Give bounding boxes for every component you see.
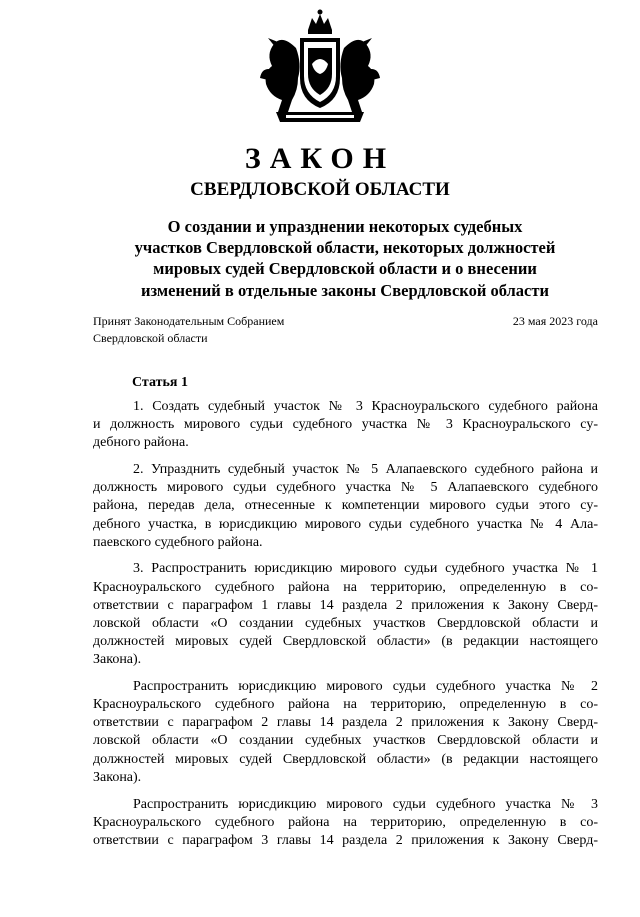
- document-type-title: ЗАКОН: [244, 142, 396, 175]
- article-heading: Статья 1: [132, 375, 188, 390]
- law-title-line: мировых судей Свердловской области и о внесении: [153, 259, 537, 279]
- text-line: дебного участка, в юрисдикцию мирового судьи судебного участка № 4 Ала-: [93, 516, 598, 532]
- text-line: Закона).: [93, 652, 142, 668]
- document-region-title: СВЕРДЛОВСКОЙ ОБЛАСТИ: [190, 179, 450, 200]
- text-line: должностей мировых судей Свердловской области» (в редакции настоящего: [93, 634, 598, 650]
- text-line: 1. Создать судебный участок № 3 Красноуральского судебного района: [133, 399, 598, 414]
- text-line: и должность мирового судьи судебного участка № 3 Красноуральского су-: [93, 417, 598, 433]
- adoption-body: [93, 313, 284, 347]
- paragraph: [93, 678, 598, 787]
- adoption-body-line: Свердловской области: [93, 331, 208, 345]
- text-line: ловской области «О создании судебных участков Свердловской области и: [93, 615, 598, 631]
- adoption-body-line: Принят Законодательным Собранием: [93, 314, 285, 328]
- law-title-line: участков Свердловской области, некоторых должностей: [134, 238, 556, 258]
- text-line: должностей мировых судей Свердловской области» (в редакции настоящего: [93, 751, 598, 767]
- text-line: Красноуральского судебного района на территорию, определенную в со-: [93, 697, 598, 713]
- paragraph: [93, 560, 598, 669]
- text-line: ответствии с параграфом 3 главы 14 раздела 2 приложения к Закону Сверд-: [93, 832, 598, 848]
- text-line: 2. Упразднить судебный участок № 5 Алапаевского судебного района и: [133, 462, 598, 478]
- article-body: [93, 398, 598, 859]
- law-title-line: О создании и упразднении некоторых судебных: [167, 217, 523, 236]
- text-line: района, передав дела, отнесенные к компетенции мирового судьи этого су-: [93, 498, 598, 514]
- text-line: ловской области «О создании судебных участков Свердловской области и: [93, 733, 598, 749]
- adoption-date: 23 мая 2023 года: [512, 314, 598, 328]
- text-line: дебного района.: [93, 435, 189, 451]
- paragraph: [93, 398, 598, 452]
- text-line: паевского судебного района.: [93, 534, 263, 550]
- text-line: Красноуральского судебного района на территорию, определенную в со-: [93, 814, 598, 830]
- law-title-line: изменений в отдельные законы Свердловской области: [140, 280, 549, 300]
- text-line: 3. Распространить юрисдикцию мирового судьи судебного участка № 1: [133, 561, 598, 577]
- coat-of-arms-emblem: [256, 8, 384, 126]
- law-title: [95, 216, 595, 301]
- paragraph: [93, 461, 598, 552]
- text-line: Распространить юрисдикцию мирового судьи судебного участка № 2: [133, 678, 598, 694]
- text-line: Красноуральского судебного района на территорию, определенную в со-: [93, 579, 598, 595]
- text-line: ответствии с параграфом 2 главы 14 раздела 2 приложения к Закону Сверд-: [93, 715, 598, 731]
- text-line: Распространить юрисдикцию мирового судьи судебного участка № 3: [133, 796, 598, 812]
- text-line: Закона).: [93, 769, 142, 785]
- text-line: ответствии с параграфом 1 главы 14 раздела 2 приложения к Закону Сверд-: [93, 597, 598, 613]
- paragraph: [93, 796, 598, 850]
- text-line: должность мирового судьи судебного участка № 5 Алапаевского судебного: [93, 480, 598, 496]
